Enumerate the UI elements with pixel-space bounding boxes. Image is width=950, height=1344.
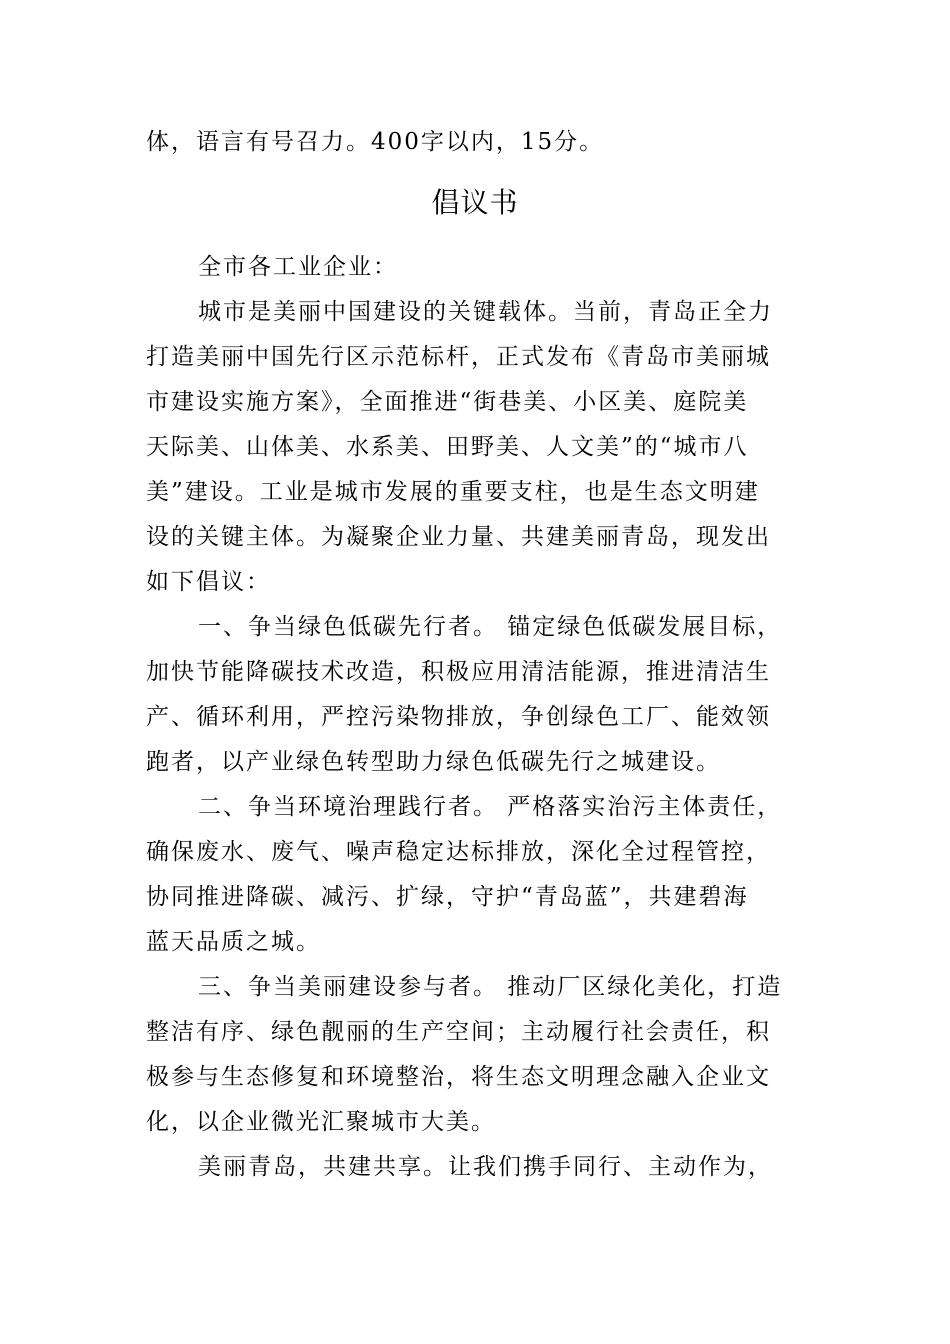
paragraph-line: 二、争当环境治理践行者。 严格落实治污主体责任，	[198, 794, 783, 820]
paragraph-line: 设的关键主体。为凝聚企业力量、共建美丽青岛，现发出	[146, 524, 771, 550]
paragraph-line: 加快节能降碳技术改造，积极应用清洁能源，推进清洁生	[146, 659, 771, 685]
paragraph-line: 协同推进降碳、减污、扩绿，守护“青岛蓝”，共建碧海	[146, 884, 749, 910]
paragraph-line: 如下倡议：	[146, 569, 271, 595]
context-paragraph	[146, 290, 806, 605]
document-title: 倡议书	[431, 186, 519, 219]
closing-paragraph	[146, 1145, 806, 1190]
proposal-3	[146, 965, 806, 1145]
paragraph-line: 城市是美丽中国建设的关键载体。当前，青岛正全力	[198, 299, 773, 325]
paragraph-line: 打造美丽中国先行区示范标杆，正式发布《青岛市美丽城	[146, 344, 771, 370]
paragraph-line: 极参与生态修复和环境整治，将生态文明理念融入企业文	[146, 1064, 771, 1090]
paragraph-line: 跑者，以产业绿色转型助力绿色低碳先行之城建设。	[146, 749, 721, 775]
salutation: 全市各工业企业：	[198, 254, 398, 280]
paragraph-line: 天际美、山体美、水系美、田野美、人文美”的“城市八	[146, 434, 749, 460]
paragraph-line: 美”建设。工业是城市发展的重要支柱，也是生态文明建	[146, 479, 760, 505]
paragraph-line: 确保废水、废气、噪声稳定达标排放，深化全过程管控，	[146, 839, 771, 865]
paragraph-line: 一、争当绿色低碳先行者。 锚定绿色低碳发展目标，	[198, 614, 783, 640]
paragraph-line: 美丽青岛，共建共享。让我们携手同行、主动作为，	[198, 1154, 773, 1180]
paragraph-line: 整洁有序、绿色靓丽的生产空间；主动履行社会责任，积	[146, 1019, 771, 1045]
paragraph-line: 市建设实施方案》，全面推进“街巷美、小区美、庭院美	[146, 389, 749, 415]
intro-text	[146, 120, 806, 165]
paragraph-line: 蓝天品质之城。	[146, 929, 321, 955]
paragraph-line: 产、循环利用，严控污染物排放，争创绿色工厂、能效领	[146, 704, 771, 730]
paragraph-line: 化，以企业微光汇聚城市大美。	[146, 1109, 496, 1135]
letter-body	[146, 245, 806, 1190]
proposal-2	[146, 785, 806, 965]
paragraph-line: 三、争当美丽建设参与者。 推动厂区绿化美化，打造	[198, 974, 783, 1000]
proposal-1	[146, 605, 806, 785]
intro-line: 体，语言有号召力。400字以内，15分。	[146, 129, 605, 155]
